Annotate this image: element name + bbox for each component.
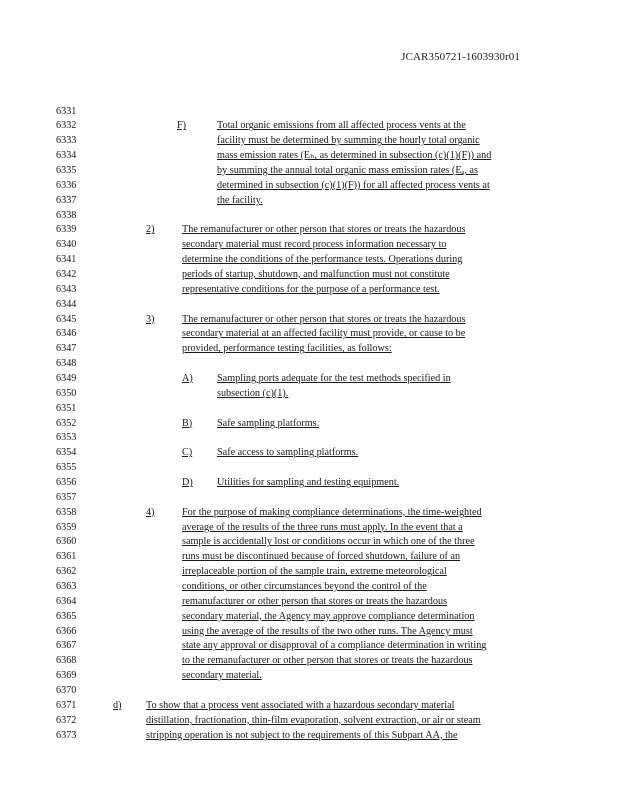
line-number: 6365 — [56, 610, 77, 622]
line-number: 6342 — [56, 268, 77, 280]
paragraph-line: periods of startup, shutdown, and malfunction must not constitute — [182, 268, 450, 280]
paragraph-line: secondary material. — [182, 670, 262, 682]
line-number: 6367 — [56, 640, 77, 652]
paragraph-line: using the average of the results of the two other runs. The Agency must — [182, 625, 473, 637]
line-number: 6373 — [56, 729, 77, 741]
paragraph-marker: B) — [182, 417, 193, 429]
paragraph-line: stripping operation is not subject to the requirements of this Subpart AA, the — [146, 729, 458, 741]
line-number: 6332 — [56, 120, 77, 132]
paragraph-line: by summing the annual total organic mass emission rates (Eₐ, as — [217, 164, 478, 176]
paragraph-marker: D) — [182, 477, 193, 488]
line-number: 6371 — [56, 699, 77, 711]
paragraph-line: irreplaceable portion of the sample train, extreme meteorological — [182, 566, 447, 578]
paragraph-marker: 4) — [146, 506, 155, 518]
paragraph-line: remanufacturer or other person that stores or treats the hazardous — [182, 595, 448, 607]
line-number: 6358 — [56, 506, 77, 518]
paragraph-line: secondary material, the Agency may approve compliance determination — [182, 610, 475, 622]
line-number: 6351 — [56, 402, 77, 414]
paragraph-marker: 3) — [146, 313, 155, 325]
paragraph-line: representative conditions for the purpose of a performance test. — [182, 283, 440, 295]
line-number: 6349 — [56, 372, 77, 384]
line-number: 6350 — [56, 387, 77, 399]
paragraph-line: distillation, fractionation, thin-film evaporation, solvent extraction, or air or steam — [146, 714, 481, 726]
line-number: 6364 — [56, 595, 77, 607]
paragraph-line: Safe access to sampling platforms. — [217, 447, 359, 459]
line-number: 6355 — [56, 462, 77, 474]
line-number: 6357 — [56, 491, 77, 503]
line-number: 6359 — [56, 521, 77, 533]
line-number: 6339 — [56, 224, 77, 236]
document-id: JCAR350721-1603930r01 — [401, 51, 520, 63]
paragraph-line: secondary material must record process information necessary to — [182, 239, 447, 251]
paragraph-line: sample is accidentally lost or conditions occur in which one of the three — [182, 536, 475, 548]
paragraph-line: determine the conditions of the performance tests. Operations during — [182, 254, 463, 266]
line-number: 6353 — [56, 432, 77, 444]
line-number: 6333 — [56, 135, 77, 147]
paragraph-line: conditions, or other circumstances beyond the control of the — [182, 581, 427, 593]
paragraph-line: The remanufacturer or other person that stores or treats the hazardous — [182, 313, 466, 325]
paragraph-line: Total organic emissions from all affected process vents at the — [217, 120, 466, 132]
line-number: 6363 — [56, 581, 77, 593]
line-number: 6369 — [56, 670, 77, 682]
paragraph-line: subsection (c)(1). — [217, 387, 289, 399]
paragraph-line: to the remanufacturer or other person that stores or treats the hazardous — [182, 655, 473, 667]
paragraph-line: The remanufacturer or other person that stores or treats the hazardous — [182, 224, 466, 236]
line-number: 6368 — [56, 655, 77, 667]
paragraph-line: state any approval or disapproval of a compliance determination in writing — [182, 640, 487, 652]
line-number: 6334 — [56, 150, 77, 162]
line-number: 6337 — [56, 194, 77, 206]
paragraph-line: runs must be discontinued because of forced shutdown, failure of an — [182, 551, 461, 563]
paragraph-line: mass emission rates (Eₕ, as determined in subsection (c)(1)(F)) and — [217, 150, 492, 162]
paragraph-line: To show that a process vent associated with a hazardous secondary material — [146, 699, 455, 711]
line-number: 6331 — [56, 105, 77, 117]
paragraph-line: the facility. — [217, 194, 263, 206]
line-number: 6346 — [56, 328, 77, 340]
line-number: 6343 — [56, 283, 77, 295]
paragraph-marker: A) — [182, 372, 193, 384]
line-number: 6370 — [56, 685, 77, 697]
line-number: 6360 — [56, 536, 77, 548]
line-number: 6338 — [56, 209, 77, 221]
line-number: 6361 — [56, 551, 77, 563]
line-number: 6348 — [56, 358, 77, 370]
paragraph-marker: d) — [113, 699, 122, 711]
line-number: 6341 — [56, 254, 77, 266]
line-number: 6336 — [56, 179, 77, 191]
paragraph-line: Sampling ports adequate for the test methods specified in — [217, 372, 451, 384]
paragraph-line: determined in subsection (c)(1)(F)) for all affected process vents at — [217, 179, 490, 191]
paragraph-line: secondary material at an affected facility must provide, or cause to be — [182, 328, 466, 340]
paragraph-marker: F) — [177, 120, 187, 132]
line-number: 6347 — [56, 343, 77, 355]
line-number: 6366 — [56, 625, 77, 637]
line-number: 6345 — [56, 313, 77, 325]
line-number: 6356 — [56, 477, 77, 488]
paragraph-marker: C) — [182, 447, 193, 459]
line-number: 6340 — [56, 239, 77, 251]
line-number: 6372 — [56, 714, 77, 726]
paragraph-line: average of the results of the three runs must apply. In the event that a — [182, 521, 463, 533]
line-number: 6362 — [56, 566, 77, 578]
paragraph-line: Safe sampling platforms. — [217, 417, 320, 429]
line-number: 6335 — [56, 164, 77, 176]
paragraph-marker: 2) — [146, 224, 155, 236]
paragraph-line: facility must be determined by summing the hourly total organic — [217, 135, 480, 147]
paragraph-line: provided, performance testing facilities, as follows: — [182, 343, 392, 355]
paragraph-line: Utilities for sampling and testing equipment. — [217, 477, 400, 488]
line-number: 6354 — [56, 447, 77, 459]
line-number: 6344 — [56, 298, 77, 310]
paragraph-line: For the purpose of making compliance determinations, the time-weighted — [182, 506, 482, 518]
line-number: 6352 — [56, 417, 77, 429]
